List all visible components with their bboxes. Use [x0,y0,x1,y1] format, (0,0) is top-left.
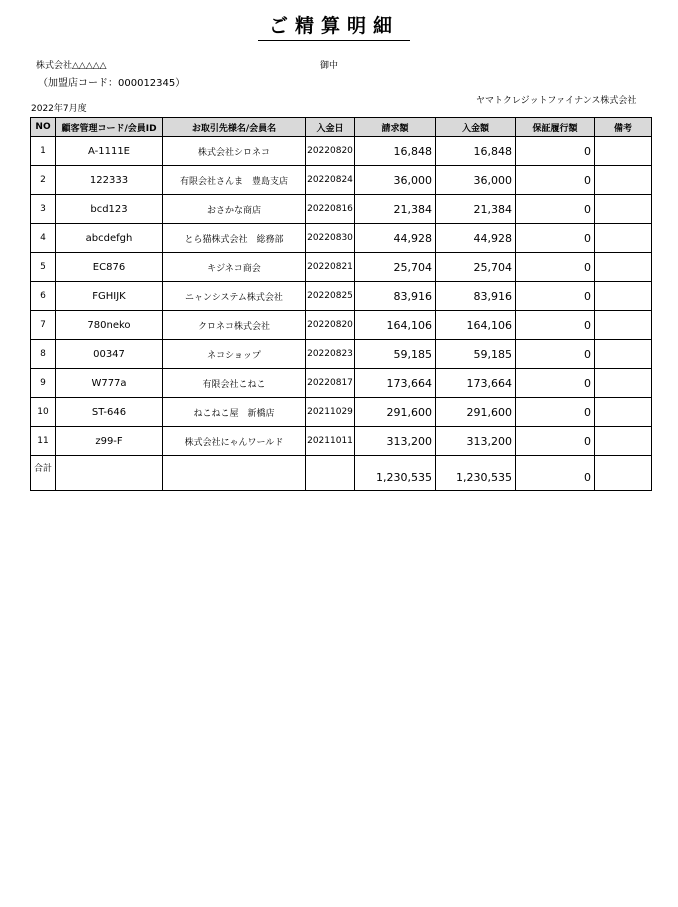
total-empty-id [56,456,163,491]
row-no: 2 [31,166,56,195]
row-billed-amount: 44,928 [355,224,436,253]
row-guarantee-amount: 0 [516,195,595,224]
row-notes [595,398,652,427]
row-payment-date: 20220824 [306,166,355,195]
row-received-amount: 83,916 [436,282,516,311]
row-customer-id: abcdefgh [56,224,163,253]
table-row [31,340,652,369]
row-customer-id: bcd123 [56,195,163,224]
row-payment-date: 20220816 [306,195,355,224]
row-guarantee-amount: 0 [516,311,595,340]
row-guarantee-amount: 0 [516,282,595,311]
row-received-amount: 164,106 [436,311,516,340]
row-guarantee-amount: 0 [516,137,595,166]
row-no: 6 [31,282,56,311]
row-received-amount: 59,185 [436,340,516,369]
row-customer-name: ニャンシステム株式会社 [163,282,306,311]
row-guarantee-amount: 0 [516,398,595,427]
row-guarantee-amount: 0 [516,369,595,398]
total-row [31,456,652,491]
row-no: 4 [31,224,56,253]
row-guarantee-amount: 0 [516,340,595,369]
row-customer-id: z99-F [56,427,163,456]
total-empty-notes [595,456,652,491]
row-customer-name: 有限会社こねこ [163,369,306,398]
row-payment-date: 20211011 [306,427,355,456]
row-no: 1 [31,137,56,166]
row-customer-name: 株式会社にゃんワールド [163,427,306,456]
row-payment-date: 20211029 [306,398,355,427]
row-customer-id: W777a [56,369,163,398]
row-payment-date: 20220820 [306,311,355,340]
table-row [31,398,652,427]
row-billed-amount: 173,664 [355,369,436,398]
row-billed-amount: 36,000 [355,166,436,195]
row-no: 8 [31,340,56,369]
row-payment-date: 20220820 [306,137,355,166]
row-received-amount: 21,384 [436,195,516,224]
row-notes [595,311,652,340]
table-header-row [31,118,652,137]
row-customer-id: ST-646 [56,398,163,427]
row-guarantee-amount: 0 [516,166,595,195]
row-customer-name: クロネコ株式会社 [163,311,306,340]
row-notes [595,340,652,369]
header-no: NO [31,118,56,137]
table-row [31,311,652,340]
row-customer-name: 有限会社さんま 豊島支店 [163,166,306,195]
table-row [31,282,652,311]
row-received-amount: 44,928 [436,224,516,253]
row-customer-name: キジネコ商会 [163,253,306,282]
row-billed-amount: 291,600 [355,398,436,427]
issuer-company: ヤマトクレジットファイナンス株式会社 [476,96,637,106]
table-row [31,195,652,224]
table-row [31,427,652,456]
total-label: 合計 [31,456,56,491]
table-row [31,369,652,398]
row-notes [595,427,652,456]
row-billed-amount: 83,916 [355,282,436,311]
table-row [31,137,652,166]
settlement-table [30,117,652,491]
total-empty-name [163,456,306,491]
total-empty-date [306,456,355,491]
honorific: 御中 [320,61,339,71]
row-received-amount: 25,704 [436,253,516,282]
row-notes [595,282,652,311]
row-received-amount: 16,848 [436,137,516,166]
row-notes [595,137,652,166]
row-billed-amount: 16,848 [355,137,436,166]
row-payment-date: 20220825 [306,282,355,311]
row-billed-amount: 313,200 [355,427,436,456]
row-no: 11 [31,427,56,456]
table-row [31,166,652,195]
total-received-amount: 1,230,535 [436,456,516,491]
row-no: 9 [31,369,56,398]
row-customer-name: おさかな商店 [163,195,306,224]
row-billed-amount: 59,185 [355,340,436,369]
page-title: ご精算明細 [258,12,410,41]
row-billed-amount: 21,384 [355,195,436,224]
row-no: 3 [31,195,56,224]
row-notes [595,166,652,195]
header-customer-name: お取引先様名/会員名 [163,118,306,137]
row-received-amount: 291,600 [436,398,516,427]
total-billed-amount: 1,230,535 [355,456,436,491]
row-customer-id: 122333 [56,166,163,195]
row-payment-date: 20220817 [306,369,355,398]
header-received-amount: 入金額 [436,118,516,137]
row-payment-date: 20220823 [306,340,355,369]
row-customer-id: FGHIJK [56,282,163,311]
row-guarantee-amount: 0 [516,253,595,282]
row-notes [595,253,652,282]
billing-period: 2022年7月度 [31,104,87,114]
row-customer-id: 00347 [56,340,163,369]
row-guarantee-amount: 0 [516,427,595,456]
row-guarantee-amount: 0 [516,224,595,253]
store-code: （加盟店コード：000012345） [38,78,186,89]
table-row [31,224,652,253]
row-notes [595,369,652,398]
row-customer-name: 株式会社シロネコ [163,137,306,166]
total-guarantee-amount: 0 [516,456,595,491]
row-notes [595,224,652,253]
row-billed-amount: 164,106 [355,311,436,340]
row-received-amount: 36,000 [436,166,516,195]
row-customer-id: 780neko [56,311,163,340]
row-billed-amount: 25,704 [355,253,436,282]
header-customer-id: 顧客管理コード/会員ID [56,118,163,137]
addressee: 株式会社△△△△△ [36,61,107,71]
row-customer-id: EC876 [56,253,163,282]
header-payment-date: 入金日 [306,118,355,137]
row-customer-name: ネコショップ [163,340,306,369]
header-billed-amount: 請求額 [355,118,436,137]
row-payment-date: 20220821 [306,253,355,282]
table-row [31,253,652,282]
row-no: 7 [31,311,56,340]
row-customer-name: とら猫株式会社 総務部 [163,224,306,253]
row-received-amount: 173,664 [436,369,516,398]
row-notes [595,195,652,224]
row-customer-name: ねこねこ屋 新橋店 [163,398,306,427]
row-no: 10 [31,398,56,427]
header-guarantee-amount: 保証履行額 [516,118,595,137]
row-customer-id: A-1111E [56,137,163,166]
row-no: 5 [31,253,56,282]
header-notes: 備考 [595,118,652,137]
row-received-amount: 313,200 [436,427,516,456]
row-payment-date: 20220830 [306,224,355,253]
